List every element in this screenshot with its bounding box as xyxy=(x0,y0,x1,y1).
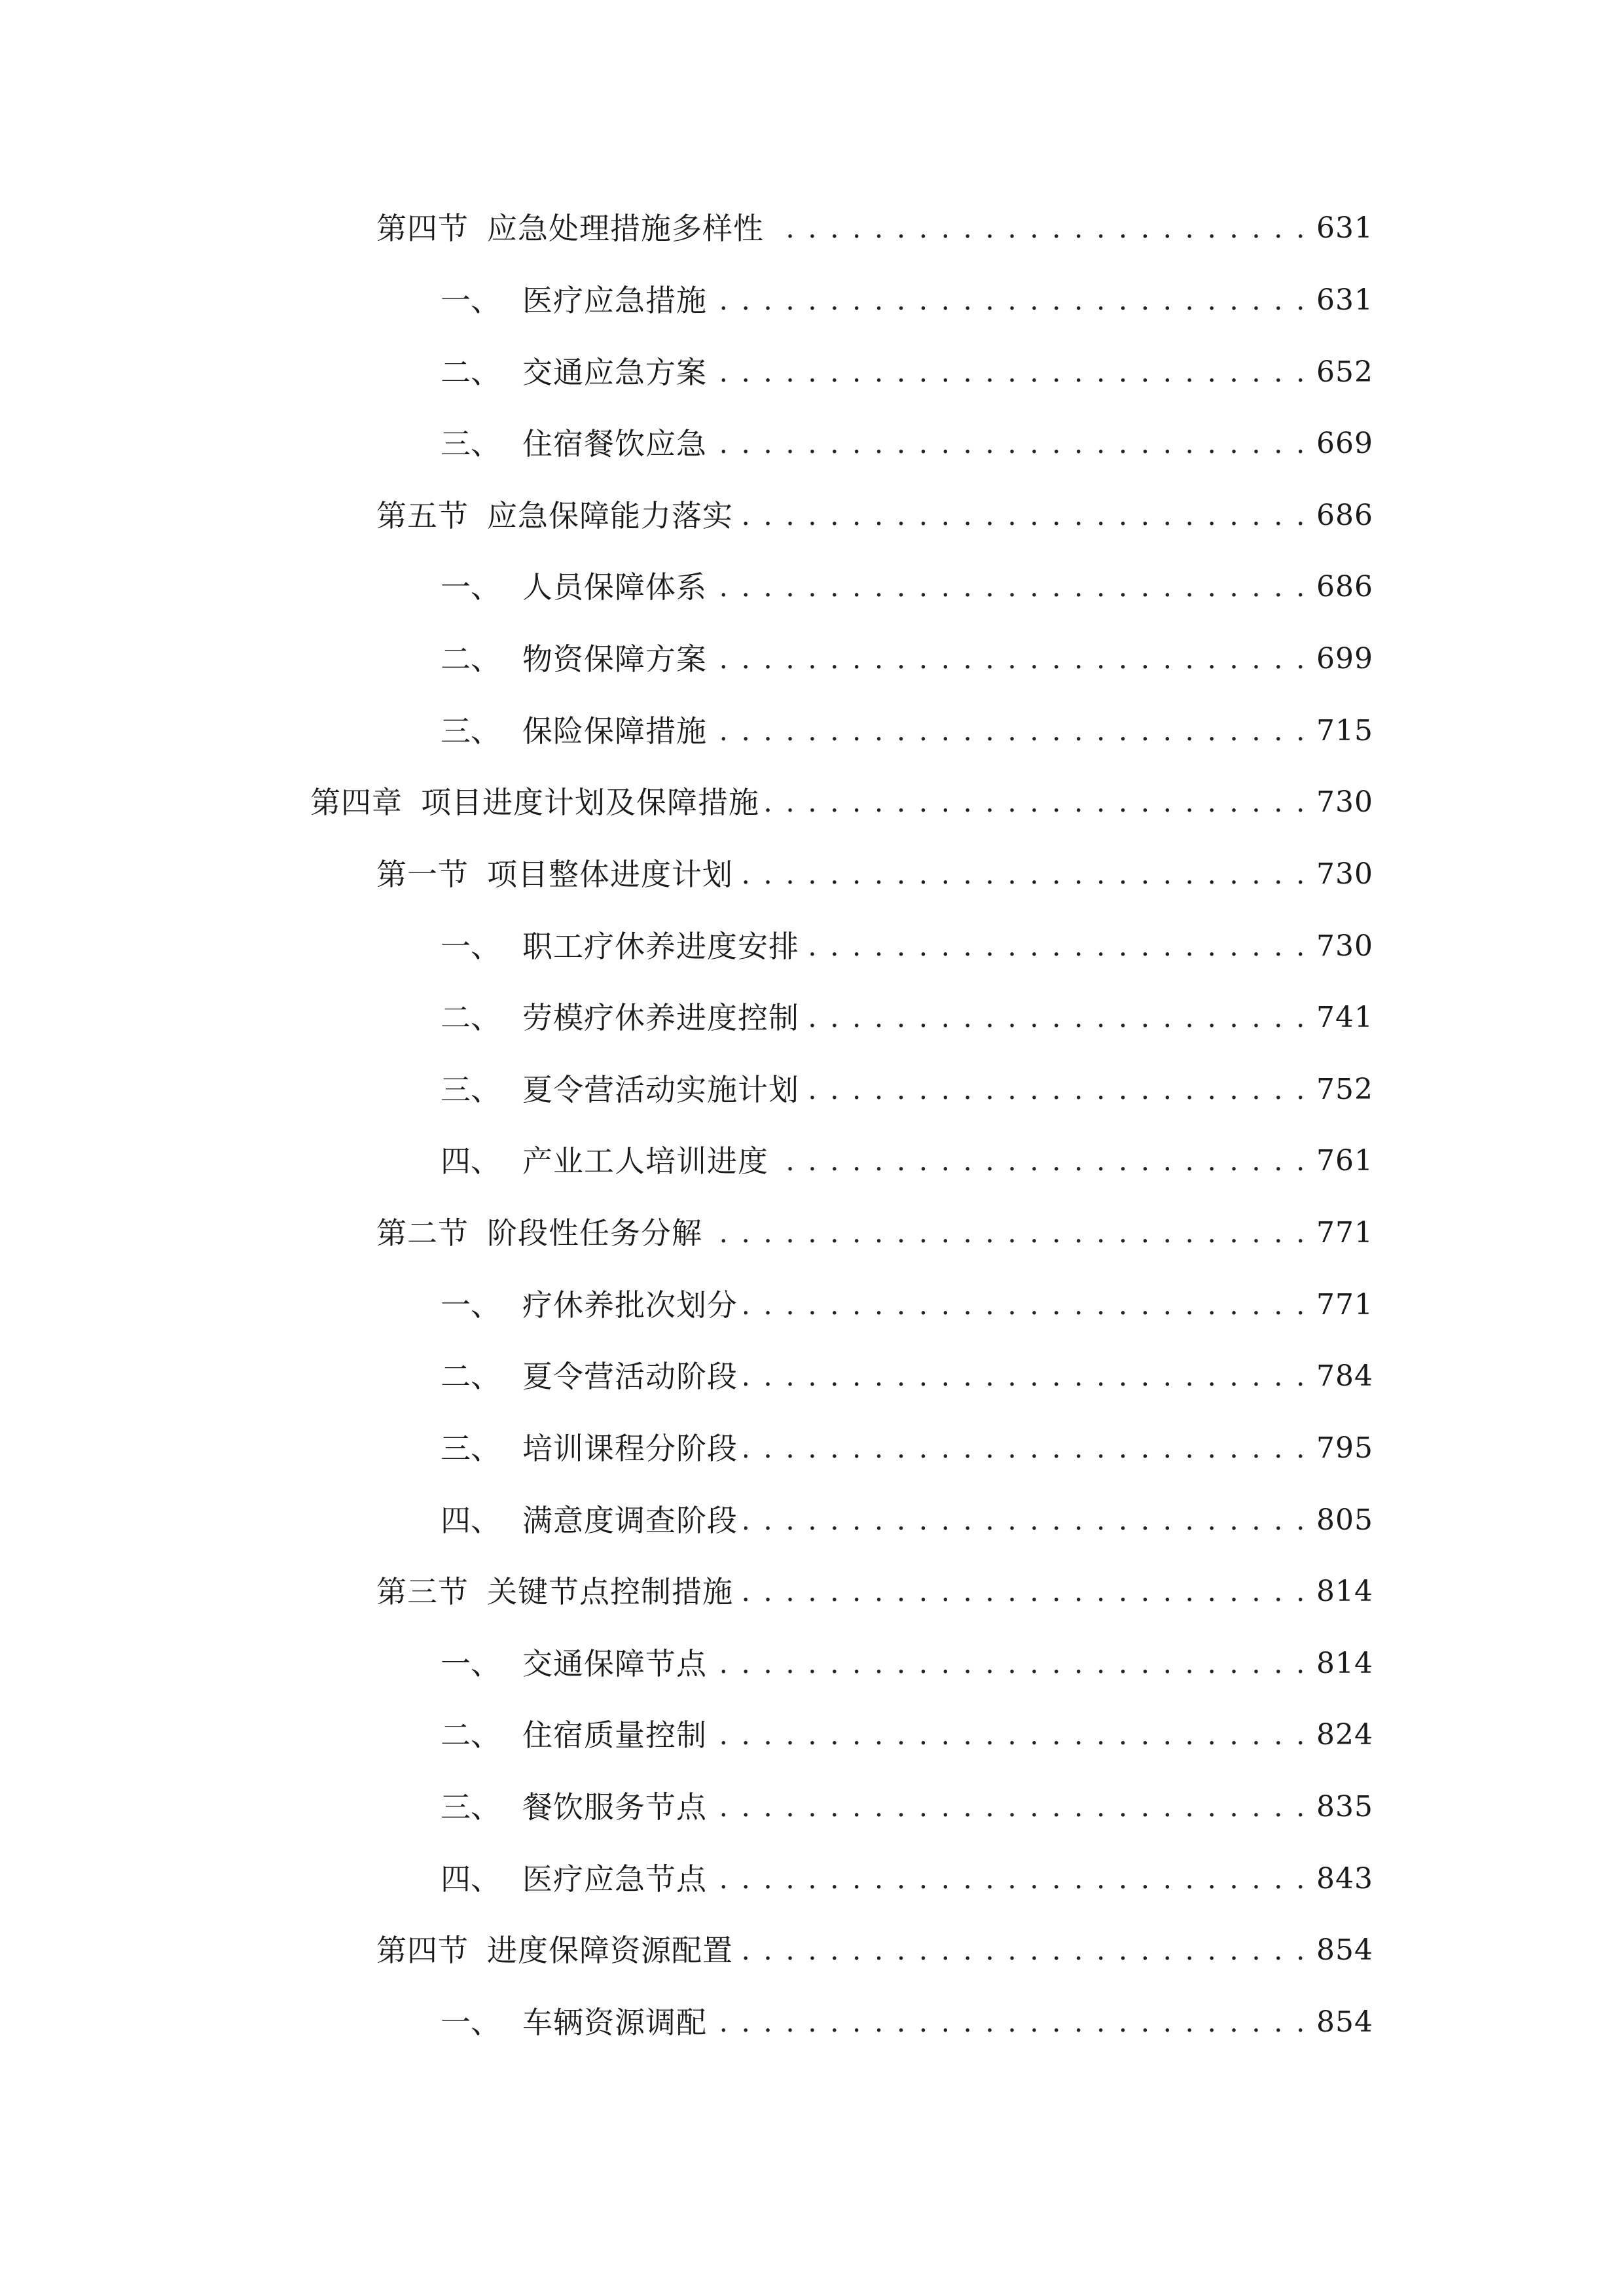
toc-entry-subsection[interactable] xyxy=(441,636,1373,682)
toc-entry-subsection[interactable] xyxy=(441,1067,1373,1113)
toc-entry-title: 保险保障措施 xyxy=(522,713,707,749)
toc-entry-page-number: 669 xyxy=(1316,427,1373,460)
toc-entry-number: 第四节 xyxy=(376,211,469,246)
toc-entry-section[interactable] xyxy=(376,1928,1373,1973)
toc-entry-page-number: 730 xyxy=(1316,857,1373,891)
toc-entry-number: 四、 xyxy=(441,1861,501,1897)
toc-entry-page-number: 741 xyxy=(1316,1001,1373,1034)
toc-entry-page-number: 854 xyxy=(1316,1933,1373,1967)
toc-entry-number: 三、 xyxy=(441,1431,501,1466)
toc-entry-title: 交通应急方案 xyxy=(522,355,707,390)
toc-entry-page-number: 805 xyxy=(1316,1503,1373,1537)
toc-entry-subsection[interactable] xyxy=(441,1784,1373,1830)
toc-entry-page-number: 631 xyxy=(1316,211,1373,245)
toc-entry-page-number: 631 xyxy=(1316,283,1373,317)
toc-entry-number: 二、 xyxy=(441,1359,501,1394)
dot-leader xyxy=(744,1282,1307,1328)
toc-entry-number: 三、 xyxy=(441,713,501,749)
dot-leader xyxy=(713,636,1307,682)
dot-leader xyxy=(740,1569,1307,1615)
toc-entry-page-number: 771 xyxy=(1316,1288,1373,1321)
toc-entry-number: 一、 xyxy=(441,1646,501,1681)
dot-leader xyxy=(740,852,1307,897)
toc-entry-number: 一、 xyxy=(441,929,501,964)
toc-entry-number: 一、 xyxy=(441,283,501,318)
dot-leader xyxy=(744,1426,1307,1471)
toc-entry-number: 二、 xyxy=(441,641,501,677)
toc-entry-title: 培训课程分阶段 xyxy=(522,1431,738,1466)
toc-entry-page-number: 795 xyxy=(1316,1431,1373,1465)
toc-entry-number: 第二节 xyxy=(376,1215,469,1251)
toc-entry-page-number: 730 xyxy=(1316,785,1373,819)
toc-entry-number: 第四节 xyxy=(376,1933,469,1968)
toc-entry-number: 三、 xyxy=(441,426,501,461)
toc-entry-subsection[interactable] xyxy=(441,564,1373,610)
toc-entry-subsection[interactable] xyxy=(441,421,1373,467)
toc-entry-chapter[interactable] xyxy=(310,780,1373,825)
toc-entry-page-number: 761 xyxy=(1316,1144,1373,1177)
toc-entry-title: 应急处理措施多样性 xyxy=(487,211,764,246)
dot-leader xyxy=(713,278,1307,323)
toc-entry-page-number: 814 xyxy=(1316,1575,1373,1608)
toc-entry-subsection[interactable] xyxy=(441,278,1373,323)
dot-leader xyxy=(806,924,1307,969)
dot-leader xyxy=(775,1138,1307,1184)
toc-entry-title: 疗休养批次划分 xyxy=(522,1287,738,1323)
toc-entry-title: 产业工人培训进度 xyxy=(522,1143,768,1179)
toc-entry-page-number: 843 xyxy=(1316,1862,1373,1895)
toc-entry-number: 第五节 xyxy=(376,498,469,533)
toc-entry-title: 餐饮服务节点 xyxy=(522,1789,707,1825)
toc-entry-title: 进度保障资源配置 xyxy=(487,1933,733,1968)
toc-entry-page-number: 784 xyxy=(1316,1359,1373,1393)
toc-entry-subsection[interactable] xyxy=(441,1282,1373,1328)
toc-entry-title: 关键节点控制措施 xyxy=(487,1574,733,1609)
toc-entry-title: 车辆资源调配 xyxy=(522,2005,707,2040)
toc-entry-title: 医疗应急节点 xyxy=(522,1861,707,1897)
dot-leader xyxy=(744,1498,1307,1543)
toc-entry-title: 劳模疗休养进度控制 xyxy=(522,1000,799,1035)
toc-entry-number: 二、 xyxy=(441,1000,501,1035)
toc-entry-page-number: 715 xyxy=(1316,714,1373,747)
toc-entry-title: 项目进度计划及保障措施 xyxy=(421,785,759,820)
dot-leader xyxy=(740,1928,1307,1973)
dot-leader xyxy=(713,350,1307,395)
dot-leader xyxy=(713,2000,1307,2045)
toc-entry-number: 第三节 xyxy=(376,1574,469,1609)
toc-entry-title: 医疗应急措施 xyxy=(522,283,707,318)
toc-entry-page-number: 686 xyxy=(1316,499,1373,532)
toc-entry-subsection[interactable] xyxy=(441,350,1373,395)
toc-entry-title: 满意度调查阶段 xyxy=(522,1503,738,1538)
dot-leader xyxy=(806,995,1307,1041)
toc-entry-title: 阶段性任务分解 xyxy=(487,1215,702,1251)
toc-entry-subsection[interactable] xyxy=(441,1426,1373,1471)
dot-leader xyxy=(713,708,1307,754)
toc-entry-section[interactable] xyxy=(376,493,1373,539)
toc-entry-title: 夏令营活动阶段 xyxy=(522,1359,738,1394)
dot-leader xyxy=(713,564,1307,610)
toc-entry-number: 一、 xyxy=(441,1287,501,1323)
dot-leader xyxy=(713,1712,1307,1758)
toc-entry-number: 一、 xyxy=(441,569,501,605)
dot-leader xyxy=(709,1210,1307,1256)
toc-entry-title: 夏令营活动实施计划 xyxy=(522,1072,799,1107)
toc-entry-number: 二、 xyxy=(441,355,501,390)
toc-entry-number: 四、 xyxy=(441,1143,501,1179)
toc-entry-page-number: 752 xyxy=(1316,1073,1373,1106)
toc-entry-page-number: 854 xyxy=(1316,2005,1373,2039)
toc-entry-title: 物资保障方案 xyxy=(522,641,707,677)
dot-leader xyxy=(740,493,1307,539)
dot-leader xyxy=(713,421,1307,467)
toc-entry-page-number: 814 xyxy=(1316,1647,1373,1680)
toc-entry-number: 三、 xyxy=(441,1072,501,1107)
toc-entry-page-number: 835 xyxy=(1316,1790,1373,1823)
toc-entry-page-number: 730 xyxy=(1316,929,1373,963)
toc-entry-title: 应急保障能力落实 xyxy=(487,498,733,533)
toc-entry-subsection[interactable] xyxy=(441,1712,1373,1758)
dot-leader xyxy=(766,780,1307,825)
toc-entry-subsection[interactable] xyxy=(441,1138,1373,1184)
dot-leader xyxy=(713,1784,1307,1830)
toc-entry-number: 一、 xyxy=(441,2005,501,2040)
toc-entry-number: 第一节 xyxy=(376,857,469,892)
toc-entry-subsection[interactable] xyxy=(441,995,1373,1041)
toc-entry-title: 职工疗休养进度安排 xyxy=(522,929,799,964)
toc-entry-section[interactable] xyxy=(376,206,1373,251)
toc-entry-page-number: 699 xyxy=(1316,642,1373,675)
toc-entry-title: 住宿餐饮应急 xyxy=(522,426,707,461)
dot-leader xyxy=(744,1354,1307,1399)
toc-entry-subsection[interactable] xyxy=(441,1354,1373,1399)
toc-entry-title: 交通保障节点 xyxy=(522,1646,707,1681)
toc-entry-subsection[interactable] xyxy=(441,1498,1373,1543)
toc-entry-page-number: 771 xyxy=(1316,1216,1373,1249)
toc-entry-number: 四、 xyxy=(441,1503,501,1538)
toc-entry-title: 项目整体进度计划 xyxy=(487,857,733,892)
toc-entry-subsection[interactable] xyxy=(441,1641,1373,1687)
toc-entry-subsection[interactable] xyxy=(441,2000,1373,2045)
dot-leader xyxy=(770,206,1307,251)
toc-entry-subsection[interactable] xyxy=(441,708,1373,754)
toc-entry-subsection[interactable] xyxy=(441,1856,1373,1902)
toc-entry-subsection[interactable] xyxy=(441,924,1373,969)
toc-entry-section[interactable] xyxy=(376,852,1373,897)
dot-leader xyxy=(713,1641,1307,1687)
toc-entry-section[interactable] xyxy=(376,1569,1373,1615)
toc-entry-title: 住宿质量控制 xyxy=(522,1717,707,1753)
toc-entry-title: 人员保障体系 xyxy=(522,569,707,605)
toc-entry-number: 三、 xyxy=(441,1789,501,1825)
toc-entry-number: 二、 xyxy=(441,1717,501,1753)
toc-entry-page-number: 824 xyxy=(1316,1718,1373,1751)
toc-entry-page-number: 686 xyxy=(1316,570,1373,603)
toc-entry-section[interactable] xyxy=(376,1210,1373,1256)
dot-leader xyxy=(806,1067,1307,1113)
dot-leader xyxy=(713,1856,1307,1902)
toc-entry-number: 第四章 xyxy=(310,785,403,820)
toc-entry-page-number: 652 xyxy=(1316,355,1373,389)
